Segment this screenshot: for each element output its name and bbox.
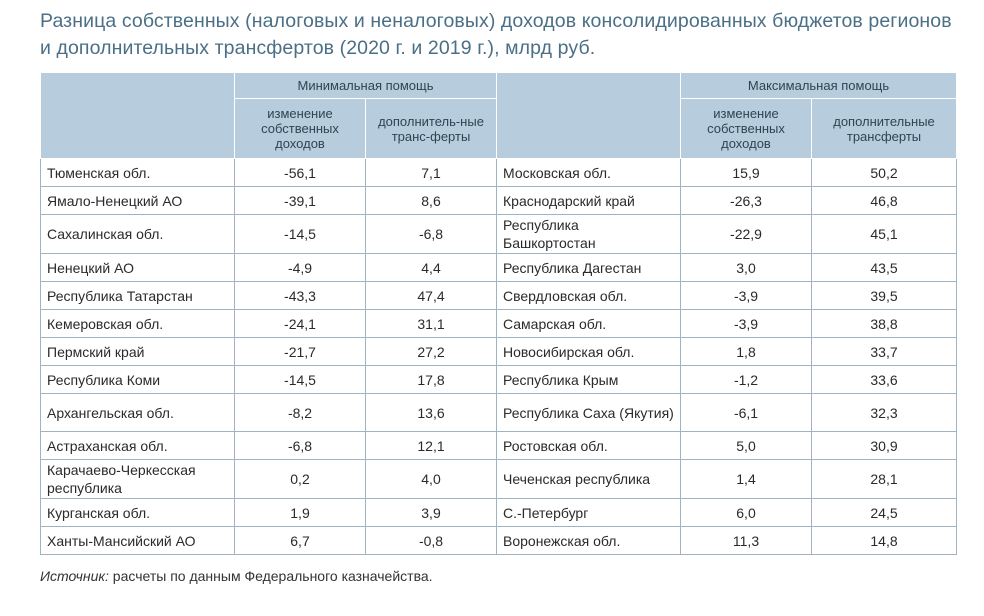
table-row — [41, 460, 957, 499]
source-note — [40, 568, 433, 584]
right-region-cell: Ростовская обл. — [497, 432, 681, 460]
left-region-cell: Ненецкий АО — [41, 254, 235, 282]
header-min-transfers: дополнитель-ные транс-ферты — [366, 99, 497, 159]
right-change-cell: -6,1 — [681, 394, 812, 432]
left-region-cell: Кемеровская обл. — [41, 310, 235, 338]
right-change-cell: -1,2 — [681, 366, 812, 394]
right-region-cell: Московская обл. — [497, 159, 681, 187]
header-max-own-income-change: изменение собственных доходов — [681, 99, 812, 159]
right-transfers-cell: 30,9 — [812, 432, 957, 460]
header-blank-right — [497, 73, 681, 159]
right-region-cell: Республика Дагестан — [497, 254, 681, 282]
left-change-cell: -14,5 — [235, 366, 366, 394]
left-change-cell: -4,9 — [235, 254, 366, 282]
left-change-cell: -24,1 — [235, 310, 366, 338]
table-row — [41, 215, 957, 254]
right-region-cell: Свердловская обл. — [497, 282, 681, 310]
header-blank-left — [41, 73, 235, 159]
left-region-cell: Ямало-Ненецкий АО — [41, 187, 235, 215]
table-body — [41, 159, 957, 555]
right-change-cell: 5,0 — [681, 432, 812, 460]
left-region-cell: Ханты-Мансийский АО — [41, 527, 235, 555]
table-row — [41, 282, 957, 310]
right-change-cell: -3,9 — [681, 282, 812, 310]
page-title: Разница собственных (налоговых и неналоговых) доходов консолидированных бюджетов регионов и дополнительных трансфертов (2020 г. и 2019 г.), млрд руб. — [40, 10, 952, 59]
right-region-cell: Краснодарский край — [497, 187, 681, 215]
right-transfers-cell: 33,6 — [812, 366, 957, 394]
right-transfers-cell: 43,5 — [812, 254, 957, 282]
left-change-cell: -43,3 — [235, 282, 366, 310]
table-row — [41, 432, 957, 460]
right-change-cell: 15,9 — [681, 159, 812, 187]
left-region-cell: Тюменская обл. — [41, 159, 235, 187]
header-max-group: Максимальная помощь — [681, 73, 957, 99]
left-region-cell: Республика Коми — [41, 366, 235, 394]
transfers-table — [40, 72, 957, 555]
right-transfers-cell: 38,8 — [812, 310, 957, 338]
left-change-cell: -21,7 — [235, 338, 366, 366]
table-row — [41, 499, 957, 527]
table-row — [41, 394, 957, 432]
right-region-cell: Республика Крым — [497, 366, 681, 394]
right-change-cell: -26,3 — [681, 187, 812, 215]
table-row — [41, 338, 957, 366]
left-region-cell: Республика Татарстан — [41, 282, 235, 310]
table-row — [41, 527, 957, 555]
left-region-cell: Сахалинская обл. — [41, 215, 235, 254]
left-transfers-cell: 27,2 — [366, 338, 497, 366]
right-region-cell: Республика Саха (Якутия) — [497, 394, 681, 432]
right-transfers-cell: 32,3 — [812, 394, 957, 432]
right-transfers-cell: 45,1 — [812, 215, 957, 254]
right-region-cell: Воронежская обл. — [497, 527, 681, 555]
header-max-transfers: дополнительные трансферты — [812, 99, 957, 159]
left-transfers-cell: 8,6 — [366, 187, 497, 215]
right-change-cell: -3,9 — [681, 310, 812, 338]
left-change-cell: -6,8 — [235, 432, 366, 460]
right-transfers-cell: 28,1 — [812, 460, 957, 499]
right-change-cell: -22,9 — [681, 215, 812, 254]
source-label: Источник: — [40, 568, 109, 584]
right-transfers-cell: 24,5 — [812, 499, 957, 527]
right-change-cell: 6,0 — [681, 499, 812, 527]
left-transfers-cell: 7,1 — [366, 159, 497, 187]
right-transfers-cell: 33,7 — [812, 338, 957, 366]
right-change-cell: 1,8 — [681, 338, 812, 366]
right-region-cell: Новосибирская обл. — [497, 338, 681, 366]
source-text: расчеты по данным Федерального казначейства. — [108, 568, 433, 584]
right-change-cell: 3,0 — [681, 254, 812, 282]
right-transfers-cell: 39,5 — [812, 282, 957, 310]
right-transfers-cell: 14,8 — [812, 527, 957, 555]
left-transfers-cell: 47,4 — [366, 282, 497, 310]
right-region-cell: Самарская обл. — [497, 310, 681, 338]
table-row — [41, 310, 957, 338]
left-transfers-cell: 12,1 — [366, 432, 497, 460]
right-region-cell: Республика Башкортостан — [497, 215, 681, 254]
left-transfers-cell: 31,1 — [366, 310, 497, 338]
right-change-cell: 11,3 — [681, 527, 812, 555]
left-transfers-cell: 17,8 — [366, 366, 497, 394]
left-transfers-cell: 4,0 — [366, 460, 497, 499]
table-row — [41, 159, 957, 187]
header-row-groups — [41, 73, 957, 99]
left-transfers-cell: -6,8 — [366, 215, 497, 254]
left-region-cell: Пермский край — [41, 338, 235, 366]
left-change-cell: 0,2 — [235, 460, 366, 499]
left-transfers-cell: 3,9 — [366, 499, 497, 527]
header-min-group: Минимальная помощь — [235, 73, 497, 99]
table-row — [41, 366, 957, 394]
left-region-cell: Архангельская обл. — [41, 394, 235, 432]
right-region-cell: Чеченская республика — [497, 460, 681, 499]
left-transfers-cell: 13,6 — [366, 394, 497, 432]
table-row — [41, 187, 957, 215]
header-min-own-income-change: изменение собственных доходов — [235, 99, 366, 159]
left-change-cell: -39,1 — [235, 187, 366, 215]
left-transfers-cell: 4,4 — [366, 254, 497, 282]
left-change-cell: -8,2 — [235, 394, 366, 432]
left-change-cell: -14,5 — [235, 215, 366, 254]
left-region-cell: Курганская обл. — [41, 499, 235, 527]
left-transfers-cell: -0,8 — [366, 527, 497, 555]
left-change-cell: 1,9 — [235, 499, 366, 527]
left-change-cell: -56,1 — [235, 159, 366, 187]
left-region-cell: Астраханская обл. — [41, 432, 235, 460]
right-transfers-cell: 50,2 — [812, 159, 957, 187]
right-change-cell: 1,4 — [681, 460, 812, 499]
right-transfers-cell: 46,8 — [812, 187, 957, 215]
right-region-cell: С.-Петербург — [497, 499, 681, 527]
table-row — [41, 254, 957, 282]
left-region-cell: Карачаево-Черкесская республика — [41, 460, 235, 499]
left-change-cell: 6,7 — [235, 527, 366, 555]
